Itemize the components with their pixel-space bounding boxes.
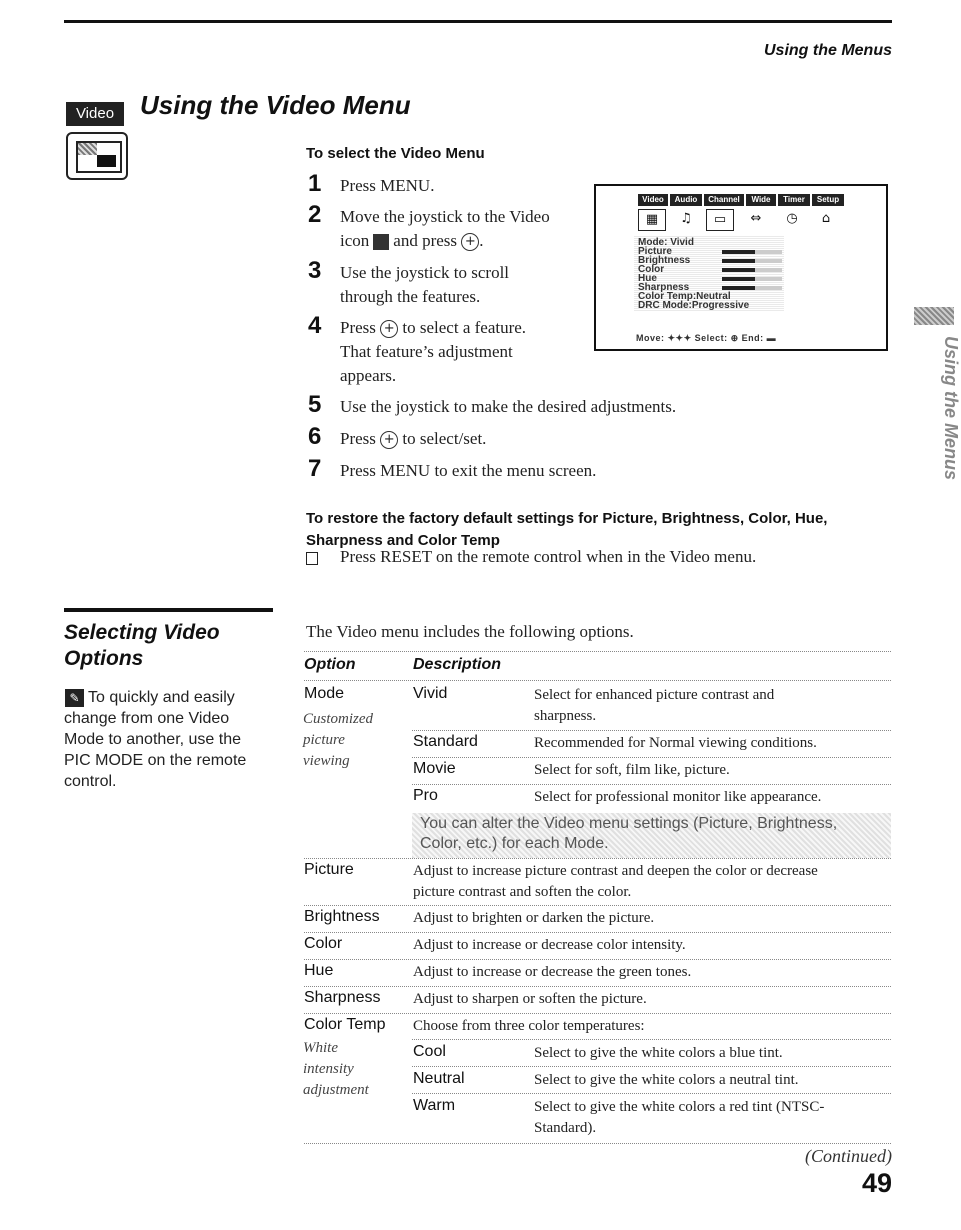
video-menu-icon — [66, 132, 128, 180]
color-temp-name: Neutral — [413, 1070, 465, 1087]
mode-name: Movie — [413, 760, 456, 777]
running-header: Using the Menus — [763, 42, 892, 59]
joystick-icon: + — [461, 233, 479, 251]
mode-name: Vivid — [413, 685, 448, 702]
section-rule — [64, 608, 273, 612]
tip-text: To quickly and easily change from one Video Mode to another, use the PIC MODE on the remote control. — [64, 689, 247, 790]
chapter-tab — [914, 307, 954, 325]
option-name: Mode — [304, 685, 345, 702]
step-text: Press MENU. — [340, 176, 435, 195]
osd-tab: Wide — [746, 194, 776, 206]
table-bottom-rule — [304, 1143, 891, 1144]
osd-item: Hue — [638, 273, 657, 284]
option-sublabel: adjustment — [303, 1082, 369, 1098]
option-desc: Adjust to increase or decrease color intensity. — [413, 937, 686, 953]
step-text: Use the joystick to make the desired adjustments. — [340, 397, 677, 416]
option-name: Sharpness — [304, 989, 381, 1006]
step-number: 6 — [308, 423, 322, 450]
osd-tab: Channel — [704, 194, 744, 206]
option-sublabel: picture — [303, 732, 345, 748]
option-sublabel: intensity — [303, 1061, 354, 1077]
restore-text: Press RESET on the remote control when in the Video menu. — [340, 547, 757, 566]
timer-icon: ◷ — [786, 211, 798, 226]
mode-name: Pro — [413, 787, 438, 804]
mode-name: Standard — [413, 733, 478, 750]
step-text: Use the joystick to scroll — [340, 263, 510, 282]
option-desc: Adjust to brighten or darken the picture. — [413, 910, 655, 926]
mode-desc: Recommended for Normal viewing conditions. — [534, 735, 817, 751]
color-temp-desc: Select to give the white colors a blue tint. — [534, 1045, 783, 1061]
video-badge: Video — [66, 102, 124, 126]
joystick-icon: + — [380, 320, 398, 338]
option-desc: Adjust to increase picture contrast and deepen the color or decrease — [413, 863, 818, 879]
osd-level-bar — [722, 286, 782, 290]
mode-note: You can alter the Video menu settings (Picture, Brightness, Color, etc.) for each Mode. — [420, 815, 838, 852]
table-intro: The Video menu includes the following options. — [306, 622, 634, 641]
step-text: through the features. — [340, 287, 481, 306]
video-menu-screen — [594, 184, 888, 351]
step-number: 2 — [308, 201, 322, 228]
step-text: Press + to select/set. — [340, 429, 487, 448]
channel-icon: ▭ — [706, 209, 734, 231]
checkbox-icon — [306, 552, 318, 565]
option-sublabel: White — [303, 1040, 338, 1056]
column-header-option: Option — [304, 656, 356, 673]
option-sublabel: Customized — [303, 711, 374, 727]
osd-footer: Move: ✦✦✦ Select: ⊕ End: ▬ — [636, 333, 777, 343]
color-temp-name: Warm — [413, 1097, 456, 1114]
mode-desc: Select for soft, film like, picture. — [534, 762, 730, 778]
step-text: Press MENU to exit the menu screen. — [340, 461, 597, 480]
step-text: Move the joystick to the Video — [340, 207, 550, 226]
step-number: 3 — [308, 257, 322, 284]
top-rule — [64, 20, 892, 23]
chapter-tab-label: Using the Menus — [941, 336, 961, 481]
continued-label: (Continued) — [805, 1146, 892, 1166]
option-sublabel: viewing — [303, 753, 350, 769]
step-number: 1 — [308, 170, 322, 197]
section-title: Using the Video Menu — [140, 90, 411, 120]
step-number: 4 — [308, 312, 322, 339]
step-number: 7 — [308, 455, 322, 482]
option-name: Color — [304, 935, 343, 952]
video-icon — [373, 234, 389, 250]
osd-item: Brightness — [638, 255, 691, 266]
color-temp-desc: Select to give the white colors a red tint (NTSC- — [534, 1099, 825, 1115]
osd-tab: Audio — [670, 194, 702, 206]
step-text: That feature’s adjustment — [340, 342, 513, 361]
option-desc: Choose from three color temperatures: — [413, 1018, 645, 1034]
option-name: Hue — [304, 962, 334, 979]
select-menu-heading: To select the Video Menu — [306, 145, 485, 162]
osd-item: DRC Mode:Progressive — [638, 300, 750, 311]
mode-desc: Select for enhanced picture contrast and — [534, 687, 775, 703]
setup-icon: ⌂ — [821, 211, 831, 226]
step-text: icon and press + . — [340, 231, 484, 250]
selecting-title: Selecting Video Options — [64, 621, 220, 670]
osd-item: Color — [638, 264, 665, 275]
page-number: 49 — [861, 1168, 892, 1198]
tip-icon: ✎ — [65, 689, 84, 707]
osd-level-bar — [722, 277, 782, 281]
osd-tab: Timer — [778, 194, 810, 206]
osd-level-bar — [722, 250, 782, 254]
option-name: Color Temp — [304, 1016, 386, 1033]
mode-desc: Select for professional monitor like appearance. — [534, 789, 822, 805]
color-temp-desc: Select to give the white colors a neutral tint. — [534, 1072, 799, 1088]
color-temp-desc: Standard). — [534, 1120, 597, 1136]
audio-icon: ♫ — [680, 211, 692, 226]
osd-level-bar — [722, 268, 782, 272]
osd-tab: Setup — [812, 194, 844, 206]
osd-item: Mode: Vivid — [638, 237, 694, 248]
wide-icon: ⇔ — [750, 211, 762, 226]
video-icon: ▦ — [638, 209, 666, 231]
color-temp-name: Cool — [413, 1043, 446, 1060]
osd-item: Picture — [638, 246, 672, 257]
option-desc: picture contrast and soften the color. — [413, 884, 632, 900]
column-header-description: Description — [413, 656, 502, 673]
option-desc: Adjust to increase or decrease the green tones. — [413, 964, 692, 980]
option-name: Brightness — [304, 908, 380, 925]
osd-level-bar — [722, 259, 782, 263]
mode-desc: sharpness. — [534, 708, 597, 724]
step-number: 5 — [308, 391, 322, 418]
step-text: Press + to select a feature. — [340, 318, 527, 337]
step-text: appears. — [340, 366, 397, 385]
osd-item: Sharpness — [638, 282, 690, 293]
option-desc: Adjust to sharpen or soften the picture. — [413, 991, 647, 1007]
osd-tab: Video — [638, 194, 668, 206]
option-name: Picture — [304, 861, 354, 878]
osd-item: Color Temp:Neutral — [638, 291, 731, 302]
joystick-icon: + — [380, 431, 398, 449]
restore-heading: To restore the factory default settings for Picture, Brightness, Color, Hue, Sharpness and Color Temp — [306, 510, 828, 549]
